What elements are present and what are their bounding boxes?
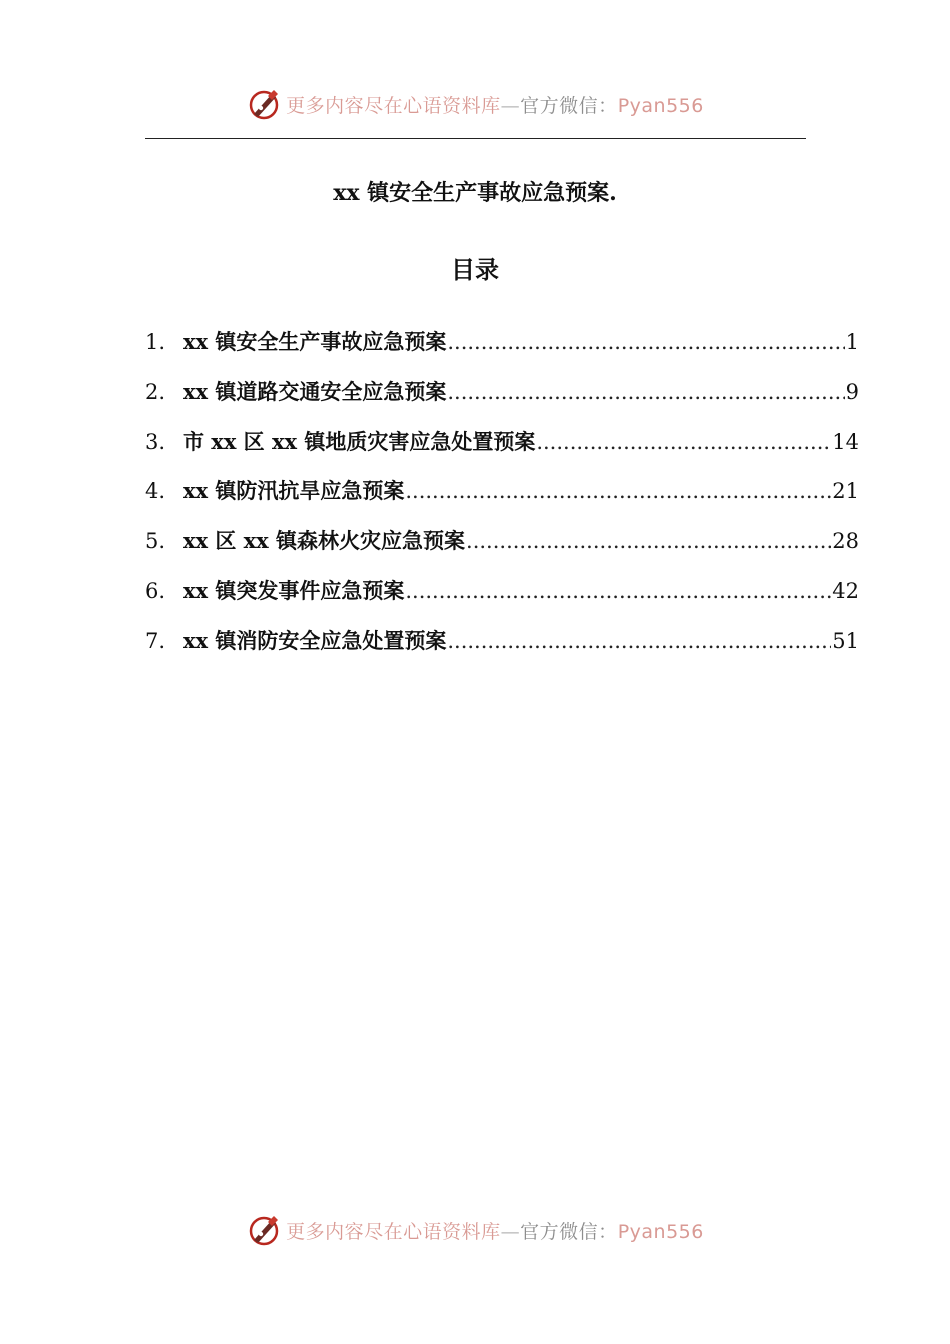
toc-entry-title: xx 镇防汛抗旱应急预案 bbox=[183, 478, 405, 504]
toc-entry-number: 5. bbox=[145, 529, 166, 554]
toc-entry-title: 市 xx 区 xx 镇地质灾害应急处置预案 bbox=[183, 428, 536, 454]
toc-entry[interactable] bbox=[145, 475, 859, 525]
toc-entry-number: 4. bbox=[145, 479, 166, 504]
toc-entry-number: 2. bbox=[145, 379, 166, 404]
pen-circle-logo-icon bbox=[246, 1212, 282, 1248]
toc-entry-number: 6. bbox=[145, 578, 166, 603]
toc-leader-dots bbox=[466, 529, 831, 553]
toc-entry-page: 28 bbox=[832, 529, 859, 554]
toc-entry-page: 9 bbox=[845, 379, 859, 404]
toc-entry[interactable] bbox=[145, 525, 859, 575]
toc-entry-number: 7. bbox=[145, 628, 166, 653]
toc-entry[interactable] bbox=[145, 575, 859, 625]
toc-entry-title: xx 区 xx 镇森林火灾应急预案 bbox=[183, 528, 466, 554]
toc-entry-number: 1. bbox=[145, 330, 166, 354]
toc-entry-title: xx 镇安全生产事故应急预案 bbox=[183, 329, 447, 354]
toc-heading: 目录 bbox=[451, 255, 499, 284]
header-divider bbox=[145, 138, 806, 139]
footer-watermark bbox=[0, 1208, 950, 1252]
toc-entry-page: 51 bbox=[832, 628, 859, 653]
toc-entry[interactable] bbox=[145, 426, 859, 476]
toc-entry-title: xx 镇道路交通安全应急预案 bbox=[183, 378, 447, 404]
watermark-text: 更多内容尽在心语资料库—官方微信：Pyan556 bbox=[286, 1220, 704, 1243]
toc-entry-page: 1 bbox=[845, 330, 859, 354]
toc-entry[interactable] bbox=[145, 625, 859, 675]
toc-leader-dots bbox=[447, 330, 844, 354]
toc-leader-dots bbox=[536, 430, 831, 454]
toc-leader-dots bbox=[405, 579, 831, 603]
header-watermark bbox=[0, 82, 950, 126]
toc-entry-page: 42 bbox=[832, 578, 859, 603]
toc-entry[interactable] bbox=[145, 326, 859, 376]
table-of-contents bbox=[145, 326, 859, 675]
document-title: xx 镇安全生产事故应急预案. bbox=[333, 180, 617, 206]
toc-leader-dots bbox=[447, 380, 844, 404]
toc-entry-title: xx 镇消防安全应急处置预案 bbox=[183, 627, 447, 653]
toc-entry-page: 21 bbox=[832, 479, 859, 504]
toc-entry-number: 3. bbox=[145, 429, 166, 454]
toc-leader-dots bbox=[447, 629, 831, 653]
toc-leader-dots bbox=[405, 479, 831, 503]
toc-entry-page: 14 bbox=[832, 429, 859, 454]
toc-entry-title: xx 镇突发事件应急预案 bbox=[183, 577, 405, 603]
watermark-text: 更多内容尽在心语资料库—官方微信：Pyan556 bbox=[286, 94, 704, 117]
toc-entry[interactable] bbox=[145, 376, 859, 426]
pen-circle-logo-icon bbox=[246, 86, 282, 122]
